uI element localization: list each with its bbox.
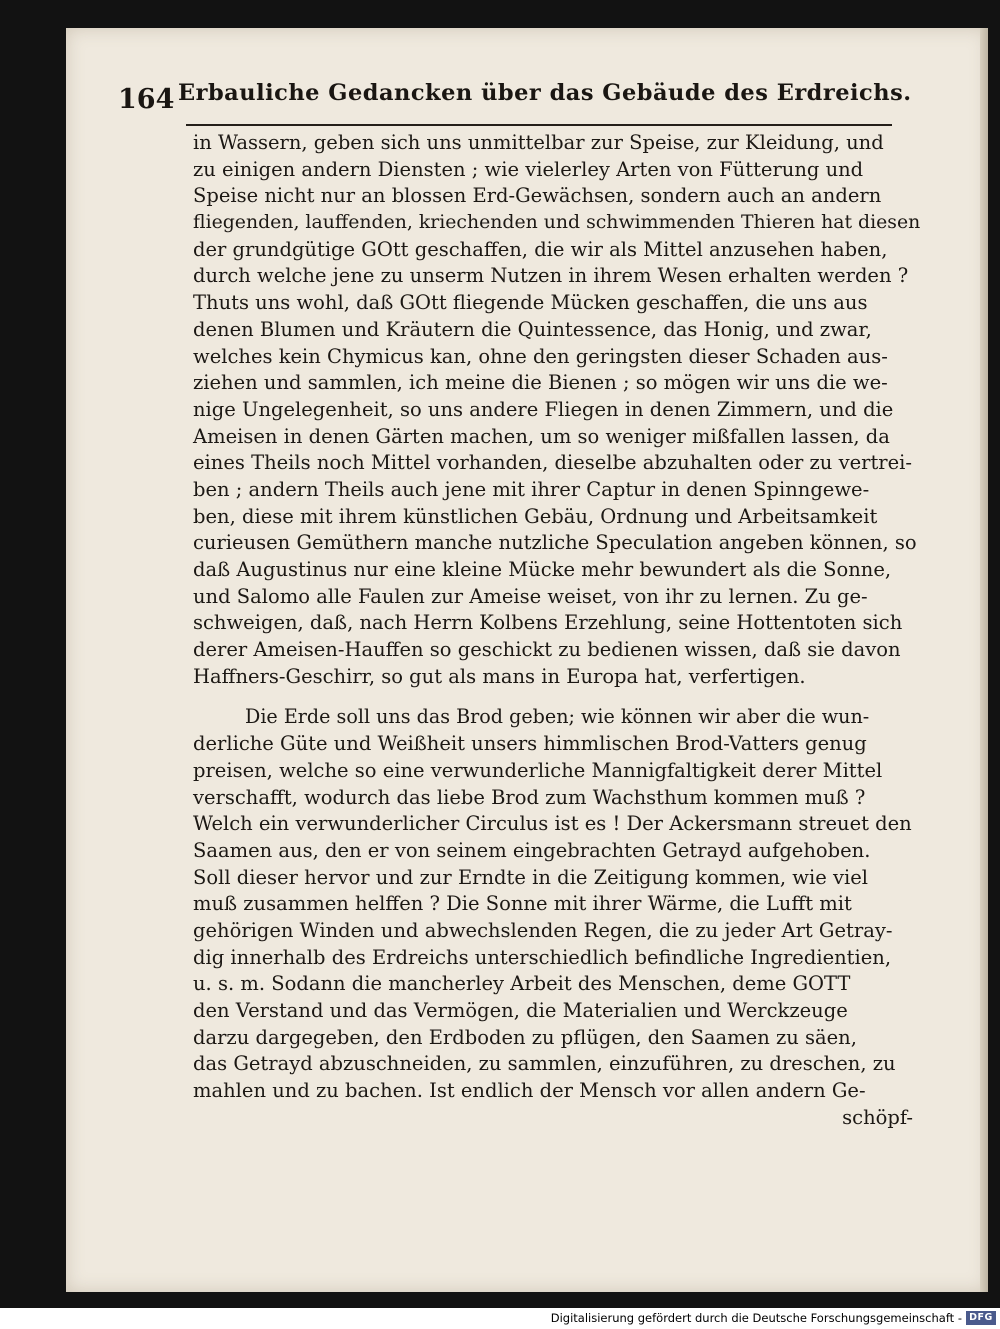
text-line: darzu dargegeben, den Erdboden zu pflügen, den Saamen zu säen,	[193, 1025, 857, 1049]
text-line: Speise nicht nur an blossen Erd-Gewächsen, sondern auch an andern	[193, 184, 882, 208]
running-title: Erbauliche Gedancken über das Gebäude des Erdreichs.	[178, 80, 912, 106]
text-line: daß Augustinus nur eine kleine Mücke mehr bewundert als die Sonne,	[193, 558, 892, 581]
text-line: curieusen Gemüthern manche nutzliche Speculation angeben können, so	[193, 531, 917, 555]
text-line: muß zusammen helffen ? Die Sonne mit ihrer Wärme, die Lufft mit	[193, 892, 852, 916]
text-line: Die Erde soll uns das Brod geben; wie können wir aber die wun-	[245, 705, 870, 729]
text-line: ben ; andern Theils auch jene mit ihrer Captur in denen Spinngewe-	[193, 477, 870, 501]
header-rule	[186, 124, 892, 126]
text-line: den Verstand und das Vermögen, die Materialien und Werckzeuge	[193, 999, 848, 1022]
text-line: ziehen und sammlen, ich meine die Bienen ; so mögen wir uns die we-	[193, 371, 888, 395]
text-line: fliegenden, lauffenden, kriechenden und schwimmenden Thieren hat diesen	[193, 212, 921, 234]
text-line: dig innerhalb des Erdreichs unterschiedlich befindliche Ingredientien,	[193, 945, 892, 969]
text-line: denen Blumen und Kräutern die Quintessence, das Honig, und zwar,	[193, 317, 872, 341]
text-line: schweigen, daß, nach Herrn Kolbens Erzehlung, seine Hottentoten sich	[193, 611, 903, 635]
text-line: Ameisen in denen Gärten machen, um so weniger mißfallen lassen, da	[193, 424, 890, 448]
text-line: zu einigen andern Diensten ; wie vielerley Arten von Fütterung und	[193, 157, 864, 181]
text-line: Welch ein verwunderlicher Circulus ist es ! Der Ackersmann streuet den	[193, 812, 912, 836]
text-line: und Salomo alle Faulen zur Ameise weiset, von ihr zu lernen. Zu ge-	[193, 584, 868, 608]
text-line: in Wassern, geben sich uns unmittelbar zur Speise, zur Kleidung, und	[193, 131, 884, 154]
text-line: Soll dieser hervor und zur Erndte in die Zeitigung kommen, wie viel	[193, 865, 868, 889]
text-line: derer Ameisen-Hauffen so geschickt zu bedienen wissen, daß sie davon	[193, 638, 901, 662]
page-number: 164	[118, 84, 175, 115]
text-line: derliche Güte und Weißheit unsers himmlischen Brod-Vatters genug	[193, 732, 867, 756]
running-head	[118, 78, 912, 120]
text-line: preisen, welche so eine verwunderliche Mannigfaltigkeit derer Mittel	[193, 758, 883, 782]
paragraph-1	[193, 130, 921, 690]
text-line: Haffners-Geschirr, so gut als mans in Europa hat, verfertigen.	[193, 664, 806, 688]
dfg-logo-icon: DFG	[966, 1311, 996, 1325]
text-line: der grundgütige GOtt geschaffen, die wir als Mittel anzusehen haben,	[193, 237, 888, 261]
text-line: das Getrayd abzuschneiden, zu sammlen, einzuführen, zu dreschen, zu	[193, 1052, 896, 1076]
paragraph-gap	[193, 690, 921, 704]
text-line: ben, diese mit ihrem künstlichen Gebäu, Ordnung und Arbeitsamkeit	[193, 504, 878, 528]
body-text	[193, 130, 921, 1131]
text-line: welches kein Chymicus kan, ohne den geringsten dieser Schaden aus-	[193, 344, 888, 368]
text-line: durch welche jene zu unserm Nutzen in ihrem Wesen erhalten werden ?	[193, 264, 909, 288]
catchword: schöpf-	[842, 1105, 913, 1129]
digitization-footer	[0, 1308, 1000, 1329]
text-line: Saamen aus, den er von seinem eingebrachten Getrayd aufgehoben.	[193, 838, 871, 862]
text-line: eines Theils noch Mittel vorhanden, dieselbe abzuhalten oder zu vertrei-	[193, 451, 912, 475]
text-line: mahlen und zu bachen. Ist endlich der Mensch vor allen andern Ge-	[193, 1079, 866, 1103]
page-edge	[980, 28, 988, 1292]
text-line: u. s. m. Sodann die mancherley Arbeit des Menschen, deme GOTT	[193, 972, 851, 996]
text-line: nige Ungelegenheit, so uns andere Fliegen in denen Zimmern, und die	[193, 397, 894, 421]
paragraph-2	[193, 704, 921, 1104]
text-line: verschafft, wodurch das liebe Brod zum Wachsthum kommen muß ?	[193, 785, 866, 809]
funding-credit: Digitalisierung gefördert durch die Deutsche Forschungsgemeinschaft -	[550, 1311, 962, 1325]
text-line: gehörigen Winden und abwechslenden Regen, die zu jeder Art Getray-	[193, 918, 893, 942]
text-line: Thuts uns wohl, daß GOtt fliegende Mücken geschaffen, die uns aus	[193, 291, 868, 315]
